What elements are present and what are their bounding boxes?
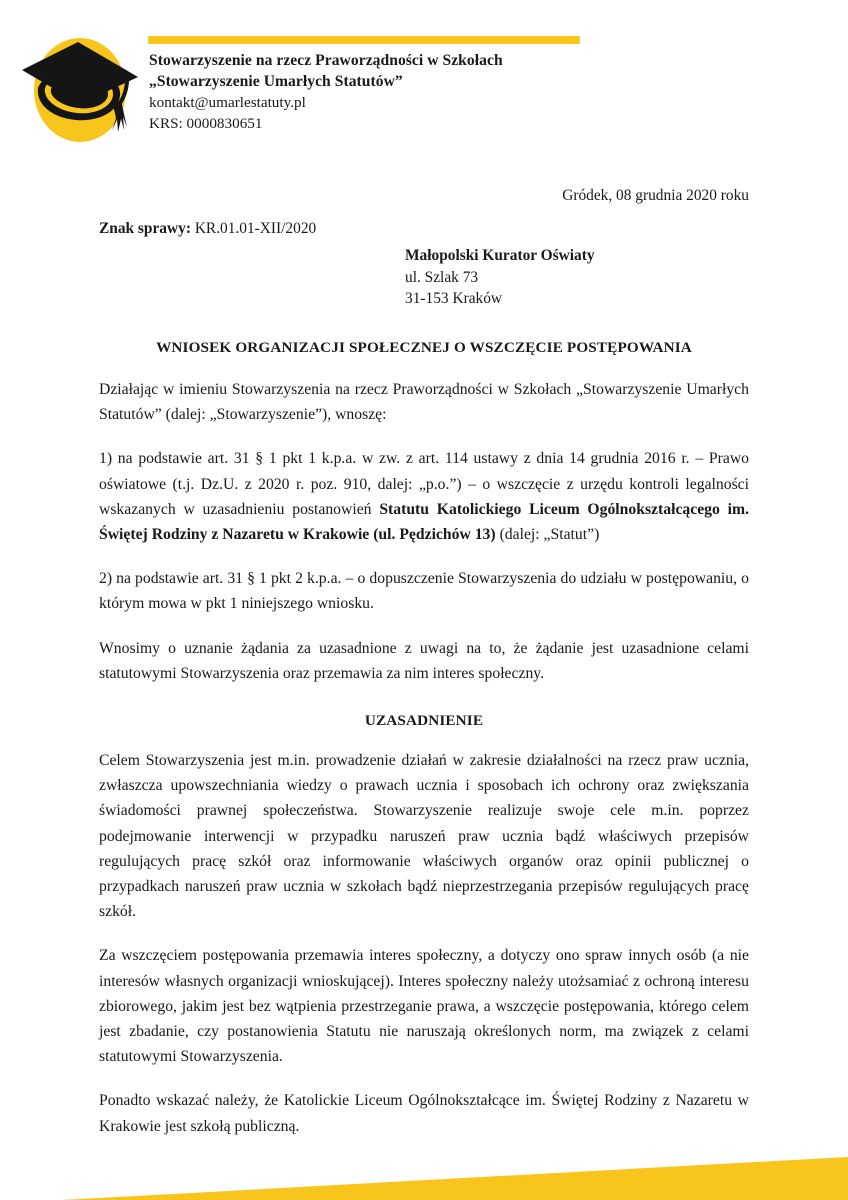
letter-body — [99, 186, 749, 1139]
intro-paragraph: Działając w imieniu Stowarzyszenia na rzecz Praworządności w Szkołach „Stowarzyszenie Umarłych Statutów” (dalej: „Stowarzyszenie”), wnoszę: — [99, 381, 749, 424]
header-accent-rule — [148, 36, 580, 44]
letterhead — [0, 0, 848, 175]
justification-paragraph-1: Celem Stowarzyszenia jest m.in. prowadzenie działań w zakresie działalności na rzecz praw ucznia, zwłaszcza upowszechniania wiedzy o prawach ucznia i sposobach ich ochrony oraz zwiększania świadomości prawnej społeczeństwa. Stowarzyszenie realizuje swoje cele m.in. poprzez podejmowanie interwencji w przypadku naruszeń praw ucznia bądź właściwych przepisów regulujących pracę szkół oraz informowanie właściwych organów oraz opinii publicznej o przypadkach naruszeń praw ucznia w szkołach bądź nieprzestrzegania przepisów regulujących pracę szkół. — [99, 752, 749, 921]
organization-email: kontakt@umarlestatuty.pl — [149, 94, 306, 111]
addressee-city: 31-153 Kraków — [405, 290, 503, 307]
justification-paragraph-2: Za wszczęciem postępowania przemawia interes społeczny, a dotyczy ono spraw innych osób (a nie interesów własnych organizacji wnioskującej). Interes społeczny należy utożsamiać z ochroną interesu zbiorowego, jakim jest bez wątpienia przestrzeganie prawa, a wszczęcie postępowania, którego celem jest zbadanie, czy postanowienia Statutu nie naruszają określonych norm, ma związek z celami statutowymi Stowarzyszenia. — [99, 947, 749, 1066]
place-and-date: Gródek, 08 grudnia 2020 roku — [562, 187, 749, 204]
point-1-statute-name: Statutu Katolickiego Liceum Ogólnokształcącego im. Świętej Rodziny z Nazaretu w Krakowie (ul. Pędzichów 13) — [99, 500, 749, 544]
letterhead-text — [149, 51, 749, 134]
request-point-2: 2) na podstawie art. 31 § 1 pkt 2 k.p.a. – o dopuszczenie Stowarzyszenia do udziału w postępowaniu, o którym mowa w pkt 1 niniejszego wniosku. — [99, 570, 749, 613]
request-summary-paragraph: Wnosimy o uznanie żądania za uzasadnione z uwagi na to, że żądanie jest uzasadnione celami statutowymi Stowarzyszenia oraz przemawia za nim interes społeczny. — [99, 639, 749, 682]
case-number-label: Znak sprawy: — [99, 220, 191, 237]
graduation-cap-icon — [14, 26, 146, 158]
page-title: WNIOSEK ORGANIZACJI SPOŁECZNEJ O WSZCZĘCIE POSTĘPOWANIA — [156, 339, 692, 356]
point-1-text-after: (dalej: „Statut”) — [495, 526, 600, 544]
case-and-addressee-block — [99, 219, 749, 315]
addressee-street: ul. Szlak 73 — [405, 268, 479, 286]
addressee-name: Małopolski Kurator Oświaty — [405, 247, 595, 264]
footer-accent-wedge — [0, 1140, 848, 1200]
case-number-value: KR.01.01-XII/2020 — [194, 220, 317, 237]
point-1-text-before: 1) na podstawie art. 31 § 1 pkt 1 k.p.a. w zw. z art. 114 ustawy z dnia 14 grudnia 2016 r. – Prawo oświatowe (t.j. Dz.U. z 2020 r. poz. 910, dalej: „p.o.”) – o wszczęcie z urzędu kontroli legalności wskazanych w uzasadnieniu postanowień — [99, 450, 749, 518]
addressee-block — [405, 245, 595, 310]
organization-krs: KRS: 0000830651 — [149, 115, 263, 132]
organization-name-line2: „Stowarzyszenie Umarłych Statutów” — [149, 72, 403, 90]
case-number-line — [99, 219, 316, 239]
justification-paragraph-3: Ponadto wskazać należy, że Katolickie Liceum Ogólnokształcące im. Świętej Rodziny z Nazaretu w Krakowie jest szkołą publiczną. — [99, 1092, 749, 1135]
organization-name-line1: Stowarzyszenie na rzecz Praworządności w Szkołach — [149, 52, 503, 69]
justification-heading: UZASADNIENIE — [364, 712, 484, 730]
request-point-1 — [99, 446, 749, 547]
